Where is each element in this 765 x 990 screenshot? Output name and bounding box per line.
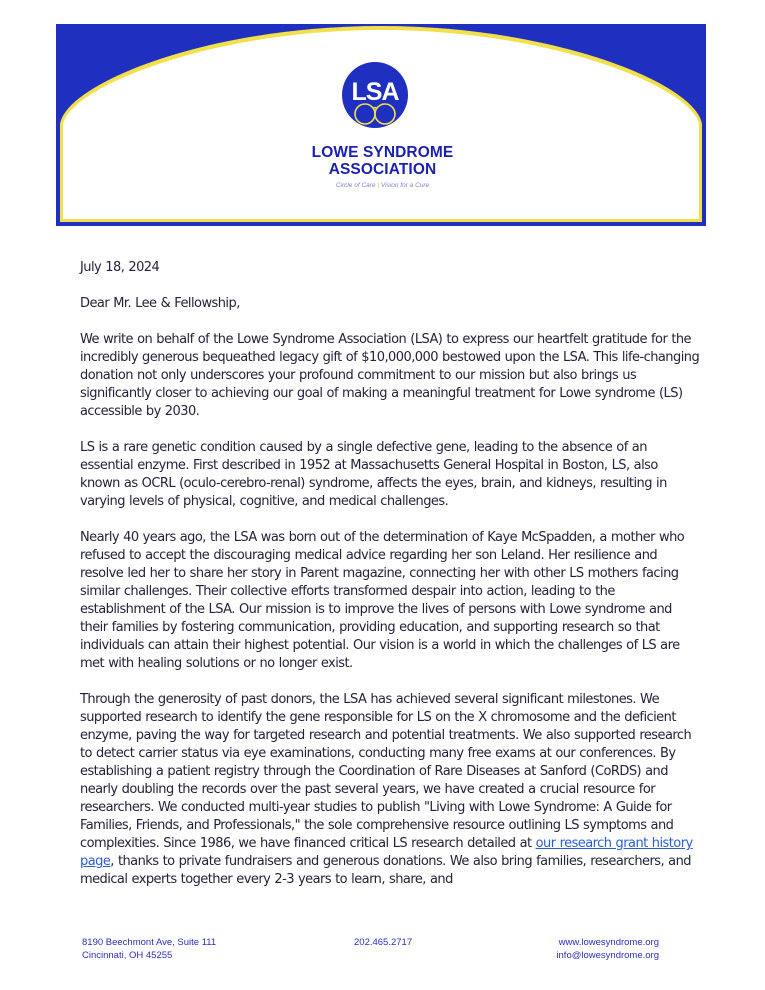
research-grant-history-link[interactable]: our research grant history page [80,836,693,869]
organization-name [0,144,765,178]
tagline-separator: | [377,182,380,189]
paragraph-history: Nearly 40 years ago, the LSA was born out of the determination of Kaye McSpadden, a mother who refused to accept the discouraging medical advice regarding her son Leland. Her resilience and resolve led her to share her story in Parent magazine, connecting her with other LS mothers facing similar challenges. Their collective efforts transformed despair into action, leading to the establishment of the LSA. Our mission is to improve the lives of persons with Lowe syndrome and their families by fostering communication, providing education, and supporting research so that individuals can attain their highest potential. Our vision is a world in which the challenges of LS are met with healing solutions or no longer exist. [80,530,685,671]
milestones-text-before-link: Through the generosity of past donors, the LSA has achieved several significant milestones. We supported research to identify the gene responsible for LS on the X chromosome and the deficient enzyme, paving the way for targeted research and potential treatments. We also supported research to detect carrier status via eye examinations, conducting many free exams at our conferences. By establishing a patient registry through the Coordination of Rare Diseases at Sanford (CoRDS) and nearly doubling the records over the past several years, we have created a crucial resource for researchers. We conducted multi-year studies to publish "Living with Lowe Syndrome: A Guide for Families, Friends, and Professionals," the sole comprehensive resource outlining LS symptoms and complexities. Since 1986, we have financed critical LS research detailed at [80,692,692,851]
footer-email[interactable]: info@lowesyndrome.org [556,950,659,961]
paragraph-milestones [80,691,700,889]
paragraph-gratitude: We write on behalf of the Lowe Syndrome Association (LSA) to express our heartfelt gratitude for the incredibly generous bequeathed legacy gift of $10,000,000 bestowed upon the LSA. This life-changing donation not only underscores your profound commitment to our mission but also brings us significantly closer to achieving our goal of making a meaningful treatment for Lowe syndrome (LS) accessible by 2030. [80,332,700,419]
org-name-line2: ASSOCIATION [328,161,437,178]
footer-contact [556,936,659,962]
tagline-left: Circle of Care [335,182,376,189]
paragraph-about-ls: LS is a rare genetic condition caused by a single defective gene, leading to the absence of an essential enzyme. First described in 1952 at Massachusetts General Hospital in Boston, LS, also known as OCRL (oculo-cerebro-renal) syndrome, affects the eyes, brain, and kidneys, resulting in varying levels of physical, cognitive, and medical challenges. [80,440,667,509]
address-line1: 8190 Beechmont Ave, Suite 111 [82,937,217,948]
footer-phone: 202.465.2717 [354,937,413,948]
tagline-right: Vision for a Cure [380,182,430,189]
logo-text: LSA [351,78,399,106]
lsa-logo [340,60,410,130]
tagline [0,182,765,189]
footer-website[interactable]: www.lowesyndrome.org [558,937,659,948]
footer-address [82,936,216,962]
org-name-line1: LOWE SYNDROME [311,144,454,161]
letter-date: July 18, 2024 [80,260,160,275]
letter-body [80,259,700,907]
salutation: Dear Mr. Lee & Fellowship, [80,296,240,311]
milestones-text-after-link: , thanks to private fundraisers and generous donations. We also bring families, researchers, and medical experts together every 2-3 years to learn, share, and [80,854,691,887]
address-line2: Cincinnati, OH 45255 [82,950,173,961]
